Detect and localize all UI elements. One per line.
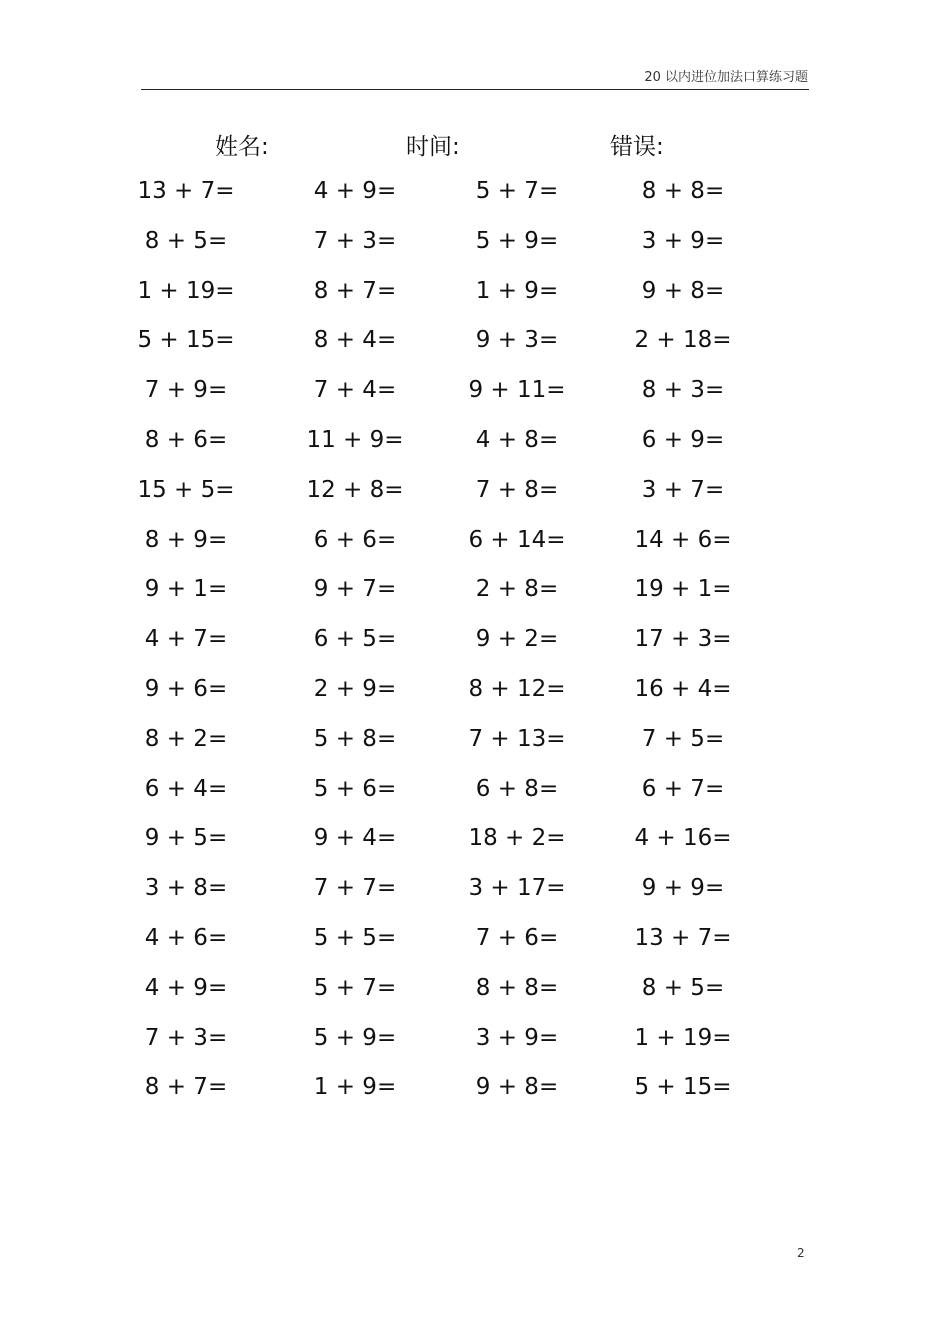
problem-cell: 17 + 3= xyxy=(634,626,732,653)
problem-cell: 5 + 9= xyxy=(475,227,559,254)
problem-cell: 14 + 6= xyxy=(634,526,732,553)
problem-cell: 3 + 9= xyxy=(641,227,725,254)
problem-cell: 6 + 7= xyxy=(641,775,725,802)
problem-cell: 6 + 8= xyxy=(475,775,559,802)
problem-cell: 19 + 1= xyxy=(634,576,732,603)
errors-label: 错误: xyxy=(610,134,664,160)
problem-row xyxy=(0,317,950,367)
problem-cell: 9 + 5= xyxy=(144,825,228,852)
problem-cell: 3 + 7= xyxy=(641,476,725,503)
problem-cell: 8 + 5= xyxy=(144,227,228,254)
name-label: 姓名: xyxy=(215,134,269,160)
problem-cell: 9 + 6= xyxy=(144,675,228,702)
problem-cell: 8 + 4= xyxy=(313,327,397,354)
problem-cell: 8 + 3= xyxy=(641,377,725,404)
problem-row xyxy=(0,417,950,467)
problem-cell: 7 + 5= xyxy=(641,725,725,752)
problem-cell: 2 + 18= xyxy=(634,327,732,354)
problem-cell: 8 + 5= xyxy=(641,974,725,1001)
problem-cell: 5 + 15= xyxy=(137,327,235,354)
problem-cell: 8 + 12= xyxy=(468,675,566,702)
problem-cell: 6 + 6= xyxy=(313,526,397,553)
problem-cell: 4 + 6= xyxy=(144,924,228,951)
problem-cell: 18 + 2= xyxy=(468,825,566,852)
problem-cell: 5 + 6= xyxy=(313,775,397,802)
problem-cell: 9 + 8= xyxy=(475,1074,559,1101)
problem-cell: 7 + 6= xyxy=(475,924,559,951)
problem-cell: 6 + 14= xyxy=(468,526,566,553)
problem-cell: 8 + 8= xyxy=(641,178,725,204)
problem-cell: 6 + 4= xyxy=(144,775,228,802)
problem-cell: 7 + 4= xyxy=(313,377,397,404)
problem-cell: 11 + 9= xyxy=(306,426,404,453)
problem-cell: 9 + 11= xyxy=(468,377,566,404)
problem-row xyxy=(0,815,950,865)
problem-grid xyxy=(0,168,950,1114)
problem-cell: 1 + 9= xyxy=(475,277,559,304)
problem-cell: 13 + 7= xyxy=(137,178,235,204)
problem-cell: 7 + 13= xyxy=(468,725,566,752)
problem-cell: 8 + 9= xyxy=(144,526,228,553)
problem-cell: 3 + 8= xyxy=(144,875,228,902)
problem-row xyxy=(0,168,950,218)
problem-cell: 1 + 19= xyxy=(137,277,235,304)
problem-cell: 8 + 7= xyxy=(144,1074,228,1101)
problem-cell: 9 + 9= xyxy=(641,875,725,902)
problem-cell: 5 + 7= xyxy=(313,974,397,1001)
problem-row xyxy=(0,467,950,517)
problem-cell: 7 + 9= xyxy=(144,377,228,404)
problem-cell: 9 + 3= xyxy=(475,327,559,354)
problem-cell: 5 + 5= xyxy=(313,924,397,951)
problem-cell: 7 + 3= xyxy=(144,1024,228,1051)
problem-cell: 12 + 8= xyxy=(306,476,404,503)
problem-cell: 7 + 7= xyxy=(313,875,397,902)
problem-cell: 8 + 6= xyxy=(144,426,228,453)
problem-cell: 7 + 3= xyxy=(313,227,397,254)
problem-row xyxy=(0,915,950,965)
problem-cell: 4 + 9= xyxy=(313,178,397,204)
problem-cell: 2 + 8= xyxy=(475,576,559,603)
problem-row xyxy=(0,1064,950,1114)
problem-cell: 5 + 8= xyxy=(313,725,397,752)
problem-row xyxy=(0,367,950,417)
problem-row xyxy=(0,616,950,666)
problem-row xyxy=(0,1015,950,1065)
problem-row xyxy=(0,865,950,915)
problem-cell: 5 + 9= xyxy=(313,1024,397,1051)
problem-row xyxy=(0,218,950,268)
problem-cell: 3 + 17= xyxy=(468,875,566,902)
problem-row xyxy=(0,716,950,766)
problem-cell: 4 + 9= xyxy=(144,974,228,1001)
problem-row xyxy=(0,666,950,716)
problem-cell: 15 + 5= xyxy=(137,476,235,503)
problem-cell: 9 + 8= xyxy=(641,277,725,304)
page-number: 2 xyxy=(797,1246,805,1260)
problem-cell: 2 + 9= xyxy=(313,675,397,702)
problem-cell: 9 + 1= xyxy=(144,576,228,603)
problem-cell: 4 + 16= xyxy=(634,825,732,852)
problem-cell: 5 + 15= xyxy=(634,1074,732,1101)
problem-cell: 8 + 2= xyxy=(144,725,228,752)
problem-cell: 8 + 7= xyxy=(313,277,397,304)
problem-row xyxy=(0,766,950,816)
problem-cell: 5 + 7= xyxy=(475,178,559,204)
problem-cell: 6 + 5= xyxy=(313,626,397,653)
problem-row xyxy=(0,517,950,567)
problem-cell: 3 + 9= xyxy=(475,1024,559,1051)
problem-cell: 8 + 8= xyxy=(475,974,559,1001)
problem-cell: 9 + 2= xyxy=(475,626,559,653)
info-row xyxy=(0,124,950,164)
header-rule xyxy=(141,89,809,90)
header-title: 20 以内进位加法口算练习题 xyxy=(644,70,808,85)
time-label: 时间: xyxy=(406,134,460,160)
problem-cell: 4 + 7= xyxy=(144,626,228,653)
problem-cell: 16 + 4= xyxy=(634,675,732,702)
problem-cell: 9 + 7= xyxy=(313,576,397,603)
problem-cell: 1 + 19= xyxy=(634,1024,732,1051)
problem-row xyxy=(0,965,950,1015)
problem-cell: 7 + 8= xyxy=(475,476,559,503)
problem-cell: 4 + 8= xyxy=(475,426,559,453)
problem-cell: 6 + 9= xyxy=(641,426,725,453)
problem-row xyxy=(0,566,950,616)
problem-row xyxy=(0,268,950,318)
problem-cell: 1 + 9= xyxy=(313,1074,397,1101)
problem-cell: 9 + 4= xyxy=(313,825,397,852)
problem-cell: 13 + 7= xyxy=(634,924,732,951)
